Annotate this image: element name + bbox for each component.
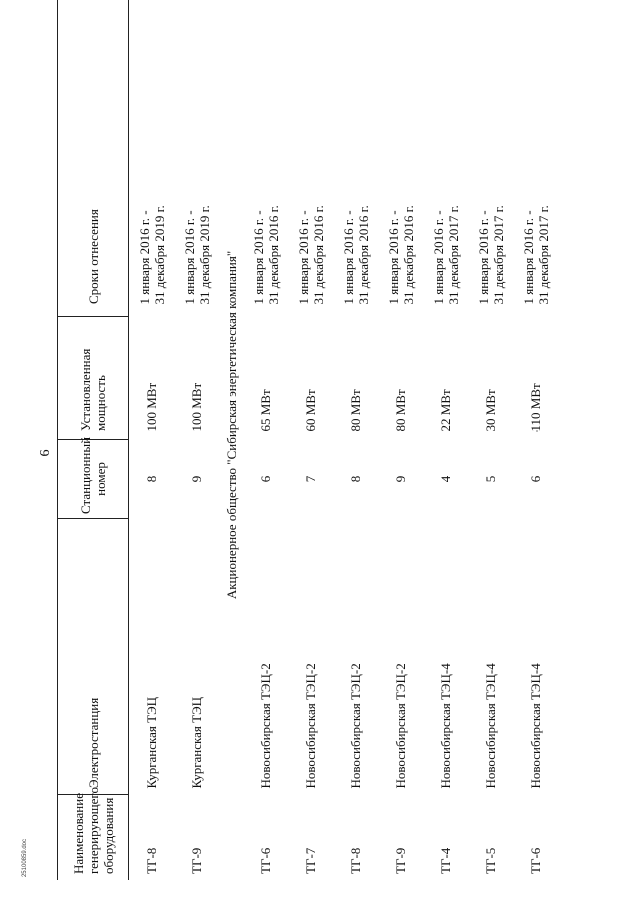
table-row: [129, 0, 175, 880]
cell-station: Новосибирская ТЭЦ-4: [438, 663, 453, 789]
cell-unit: ТГ-8: [144, 847, 159, 874]
cell-station: Новосибирская ТЭЦ-2: [258, 663, 273, 789]
period-start: 1 января 2016 г. -: [520, 210, 536, 305]
cell-period: [288, 0, 333, 317]
cell-station-number: 9: [393, 475, 408, 483]
cell-installed-power: 65 МВт: [258, 389, 273, 432]
table-row: [174, 0, 219, 880]
cell-station: Новосибирская ТЭЦ-2: [393, 663, 408, 789]
cell-unit: ТГ-6: [528, 847, 543, 874]
company-section-title: [219, 0, 243, 880]
header-installed-power: Установленная мощность: [58, 317, 129, 440]
cell-unit: ТГ-7: [303, 847, 318, 874]
cell-unit: ТГ-5: [483, 847, 498, 874]
cell-station: Новосибирская ТЭЦ-4: [483, 663, 498, 789]
table-header-row: [58, 0, 129, 880]
cell-installed-power: 60 МВт: [303, 389, 318, 432]
cell-period: [468, 0, 513, 317]
period-end: 31 декабря 2019 г.: [196, 205, 212, 305]
period-end: 31 декабря 2019 г.: [151, 205, 167, 305]
company-section-row: [219, 0, 243, 880]
cell-period: [333, 0, 378, 317]
period-end: 31 декабря 2017 г.: [445, 205, 461, 305]
cell-installed-power: 30 МВт: [483, 389, 498, 432]
cell-station-number: 6: [258, 475, 273, 483]
period-end: 31 декабря 2016 г.: [265, 205, 281, 305]
cell-station: Курганская ТЭЦ: [189, 696, 204, 789]
cell-period: [423, 0, 468, 317]
cell-station-number: 8: [348, 475, 363, 483]
period-start: 1 января 2016 г. -: [385, 210, 401, 305]
period-end: 31 декабря 2016 г.: [310, 205, 326, 305]
cell-period: [174, 0, 219, 317]
cell-installed-power: 80 МВт: [348, 389, 363, 432]
period-start: 1 января 2016 г. -: [136, 210, 152, 305]
cell-unit: ТГ-9: [393, 847, 408, 874]
period-end: 31 декабря 2016 г.: [355, 205, 371, 305]
period-end: 31 декабря 2016 г.: [400, 205, 416, 305]
rotated-table-sheet: [57, 30, 551, 880]
period-start: 1 января 2016 г. -: [475, 210, 491, 305]
cell-station-number: 4: [438, 475, 453, 483]
generating-equipment-table: [57, 0, 558, 880]
table-row: [423, 0, 468, 880]
cell-installed-power: 80 МВт: [393, 389, 408, 432]
cell-unit: ТГ-8: [348, 847, 363, 874]
cell-station-number: 8: [144, 475, 159, 483]
period-start: 1 января 2016 г. -: [181, 210, 197, 305]
table-row: [513, 0, 558, 880]
header-period: Сроки отнесения: [58, 0, 129, 317]
cell-unit: ТГ-6: [258, 847, 273, 874]
page-number: 6: [38, 449, 53, 457]
cell-unit: ТГ-4: [438, 847, 453, 874]
period-start: 1 января 2016 г. -: [250, 210, 266, 305]
cell-station-number: 5: [483, 475, 498, 483]
cell-station-number: 6: [528, 475, 543, 483]
document-id: 25100859.doc: [22, 838, 28, 878]
cell-station-number: 7: [303, 475, 318, 483]
company-name: Акционерное общество "Сибирская энергетическая компания": [223, 250, 239, 600]
cell-installed-power: 110 МВт: [528, 383, 543, 432]
table-row: [468, 0, 513, 880]
header-unit: Наименование генерирующего оборудования: [58, 795, 129, 881]
period-start: 1 января 2016 г. -: [430, 210, 446, 305]
header-station: Электростанция: [58, 519, 129, 795]
cell-period: [129, 0, 175, 317]
header-station-number: Станционный номер: [58, 440, 129, 519]
cell-station: Новосибирская ТЭЦ-2: [303, 663, 318, 789]
cell-station: Новосибирская ТЭЦ-2: [348, 663, 363, 789]
cell-period: [378, 0, 423, 317]
period-start: 1 января 2016 г. -: [295, 210, 311, 305]
period-end: 31 декабря 2017 г.: [535, 205, 551, 305]
cell-station: Курганская ТЭЦ: [144, 696, 159, 789]
table-row: [333, 0, 378, 880]
cell-installed-power: 100 МВт: [189, 382, 204, 432]
table-row: [288, 0, 333, 880]
table-row: [243, 0, 288, 880]
cell-station-number: 9: [189, 475, 204, 483]
period-end: 31 декабря 2017 г.: [490, 205, 506, 305]
cell-installed-power: 100 МВт: [144, 382, 159, 432]
cell-station: Новосибирская ТЭЦ-4: [528, 663, 543, 789]
period-start: 1 января 2016 г. -: [340, 210, 356, 305]
cell-period: [513, 0, 558, 317]
table-row: [378, 0, 423, 880]
cell-unit: ТГ-9: [189, 847, 204, 874]
cell-installed-power: 22 МВт: [438, 389, 453, 432]
cell-period: [243, 0, 288, 317]
